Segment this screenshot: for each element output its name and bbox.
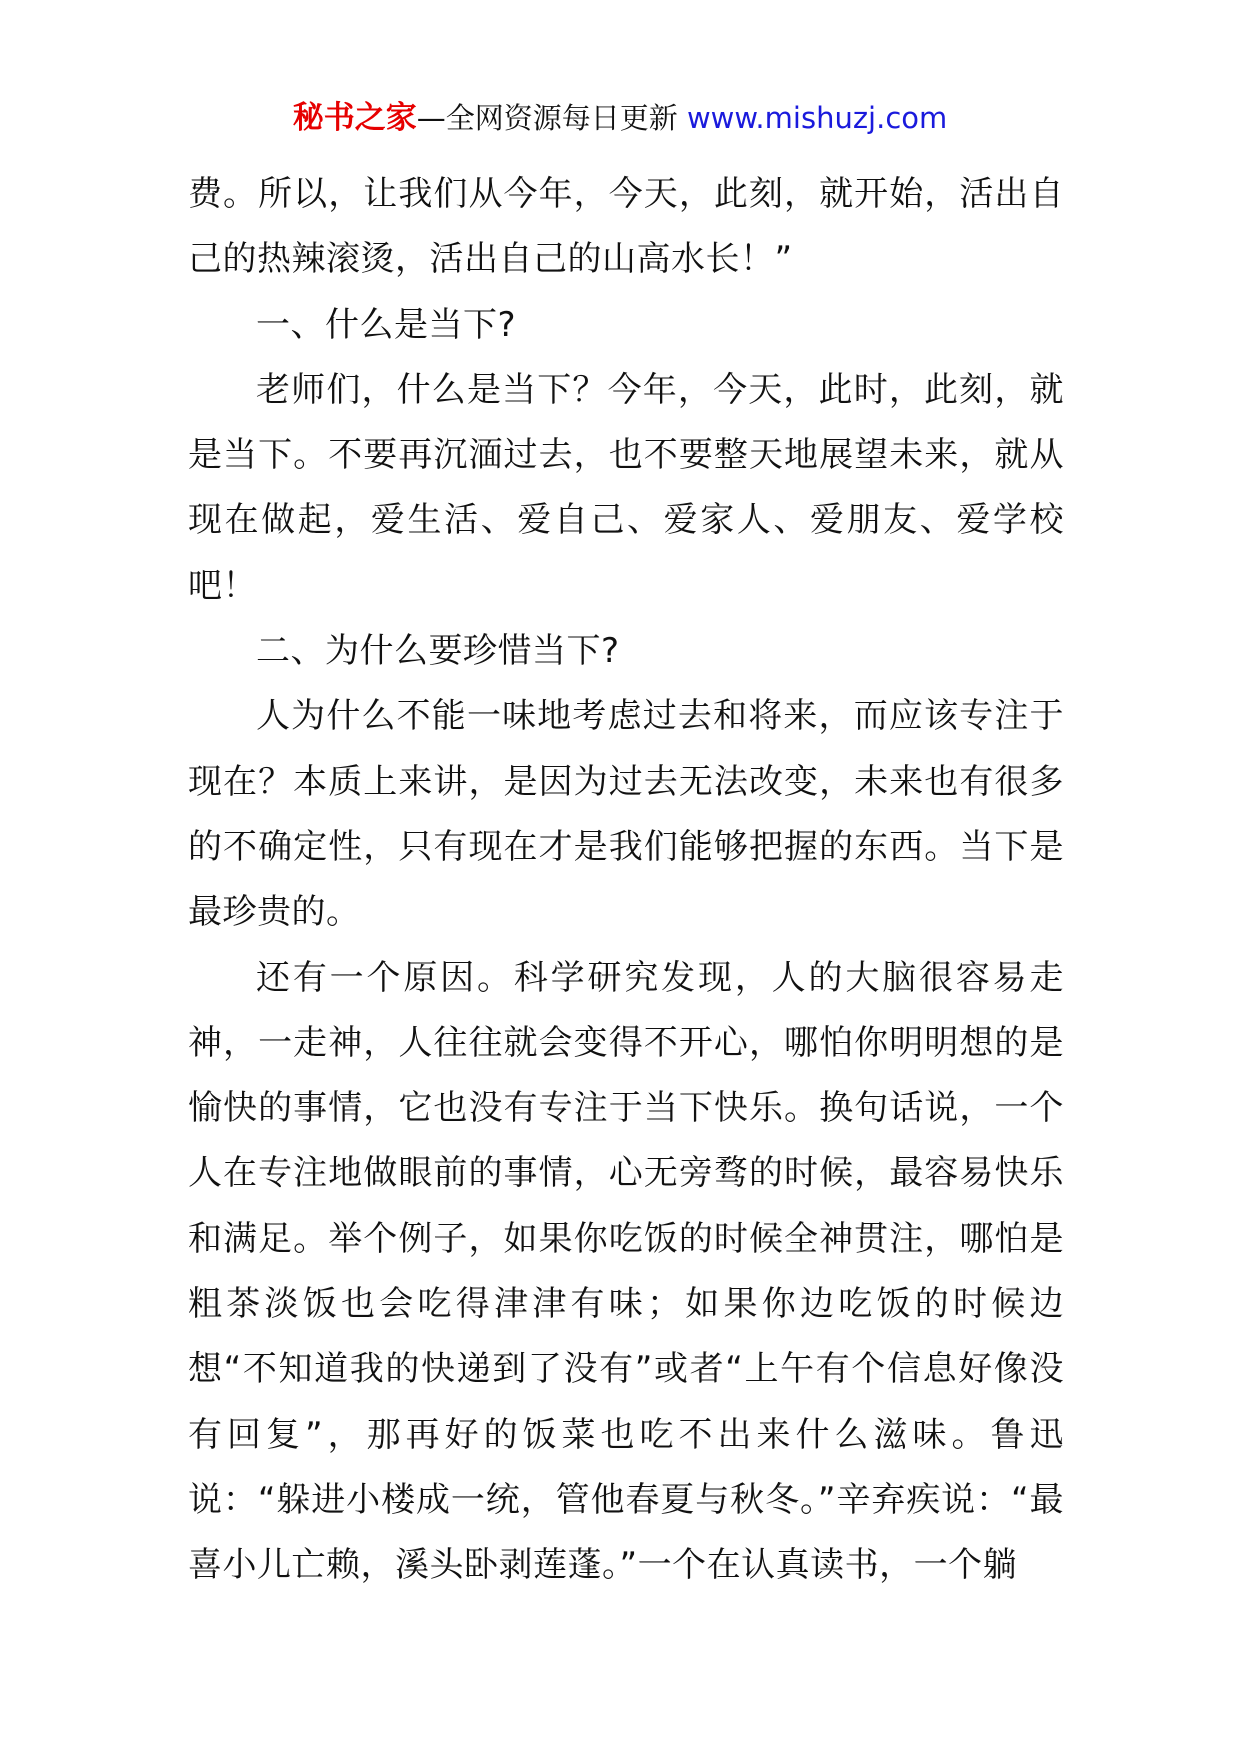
document-body	[188, 162, 1064, 1599]
paragraph: 人为什么不能一味地考虑过去和将来，而应该专注于现在？本质上来讲，是因为过去无法改变，未来也有很多的不确定性，只有现在才是我们能够把握的东西。当下是最珍贵的。	[188, 696, 1064, 933]
section-heading-2: 二、为什么要珍惜当下?	[256, 631, 620, 672]
site-header	[0, 98, 1240, 138]
site-url[interactable]: www.mishuzj.com	[686, 101, 948, 135]
paragraph: 还有一个原因。科学研究发现，人的大脑很容易走神，一走神，人往往就会变得不开心，哪怕你明明想的是愉快的事情，它也没有专注于当下快乐。换句话说，一个人在专注地做眼前的事情，心无旁骛的时候，最容易快乐和满足。举个例子，如果你吃饭的时候全神贯注，哪怕是粗茶淡饭也会吃得津津有味；如果你边吃饭的时候边想“不知道我的快递到了没有”或者“上午有个信息好像没有回复”，那再好的饭菜也吃不出来什么滋味。鲁迅说：“躲进小楼成一统，管他春夏与秋冬。”辛弃疾说：“最喜小儿亡赖，溪头卧剥莲蓬。”一个在认真读书，一个躺	[188, 957, 1064, 1586]
section-heading-1: 一、什么是当下?	[256, 304, 517, 345]
site-tagline: —全网资源每日更新	[416, 101, 687, 135]
paragraph: 老师们，什么是当下？今年，今天，此时，此刻，就是当下。不要再沉湎过去，也不要整天地展望未来，就从现在做起，爱生活、爱自己、爱家人、爱朋友、爱学校吧！	[188, 369, 1064, 606]
paragraph-continuation: 费。所以，让我们从今年，今天，此刻，就开始，活出自己的热辣滚烫，活出自己的山高水长！”	[188, 174, 1064, 280]
site-brand: 秘书之家	[292, 100, 417, 136]
